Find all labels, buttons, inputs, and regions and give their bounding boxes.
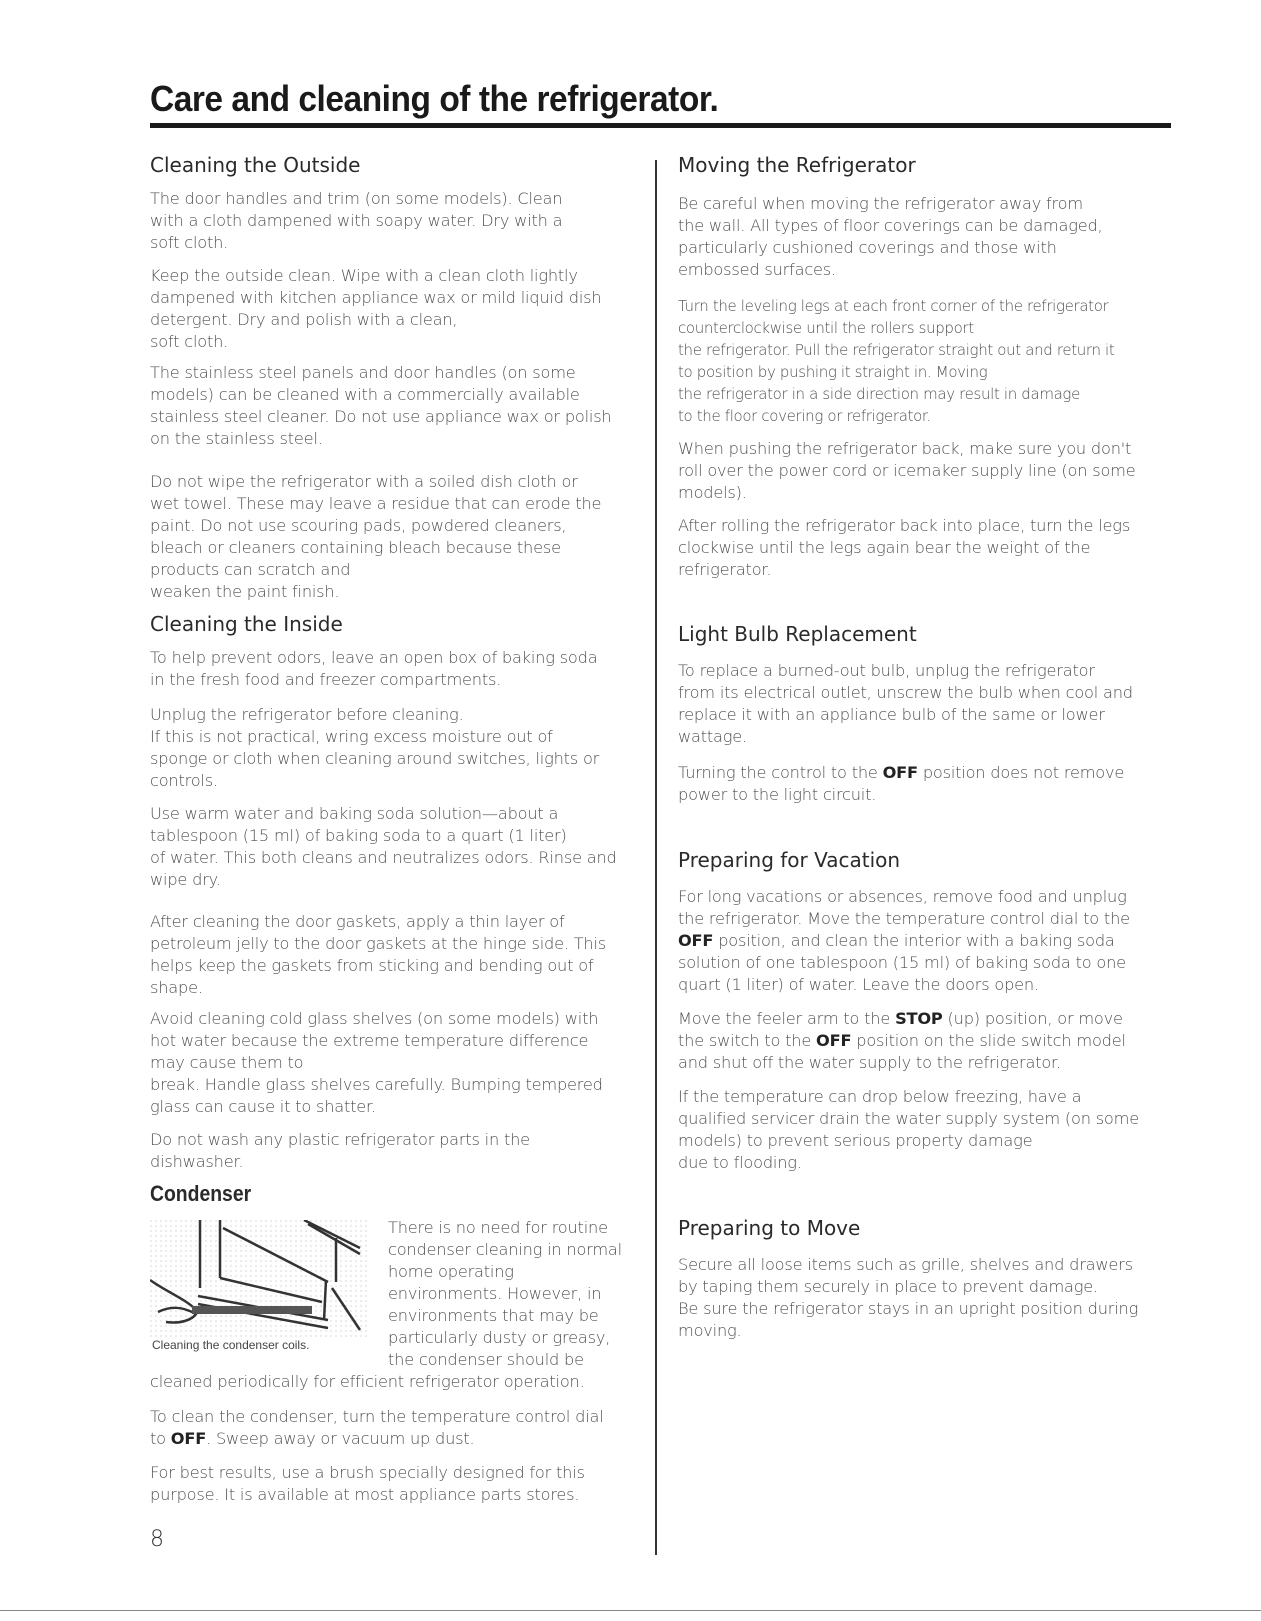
text-line: For best results, use a brush specially designed for this <box>150 1463 585 1482</box>
text-line: To clean the condenser, turn the temperature control dial <box>150 1407 604 1426</box>
text-line: Turn the leveling legs at each front corner of the refrigerator <box>678 297 1109 315</box>
column-divider <box>655 160 657 1555</box>
text-line: break. Handle glass shelves carefully. Bumping tempered <box>150 1075 603 1094</box>
text-line: purpose. It is available at most appliance parts stores. <box>150 1485 580 1504</box>
paragraph <box>150 1008 603 1118</box>
text-line: soft cloth. <box>150 233 229 252</box>
text-line: Do not wipe the refrigerator with a soiled dish cloth or <box>150 472 578 491</box>
text-line: particularly dusty or greasy, <box>388 1328 611 1347</box>
text-line: and shut off the water supply to the refrigerator. <box>678 1053 1061 1072</box>
text-line: from its electrical outlet, unscrew the bulb when cool and <box>678 683 1133 702</box>
paragraph <box>678 1008 1126 1074</box>
paragraph <box>388 1217 622 1371</box>
text-line: detergent. Dry and polish with a clean, <box>150 310 458 329</box>
text-line: solution of one tablespoon (15 ml) of baking soda to one <box>678 953 1126 972</box>
text-line: wattage. <box>678 727 747 746</box>
text-line: dampened with kitchen appliance wax or mild liquid dish <box>150 288 602 307</box>
text-line: To help prevent odors, leave an open box of baking soda <box>150 648 598 667</box>
page-title: Care and cleaning of the refrigerator. <box>150 78 719 119</box>
paragraph <box>678 1086 1139 1174</box>
paragraph <box>150 803 617 891</box>
text-line: particularly cushioned coverings and those with <box>678 238 1057 257</box>
text-line: the refrigerator in a side direction may result in damage <box>678 385 1080 403</box>
text-line: environments that may be <box>388 1306 599 1325</box>
text-line <box>678 762 1124 784</box>
emphasis: OFF <box>882 763 918 782</box>
section-heading-vacation: Preparing for Vacation <box>678 848 901 872</box>
text-fragment: position on the slide switch model <box>851 1031 1126 1050</box>
text-line: paint. Do not use scouring pads, powdered cleaners, <box>150 516 567 535</box>
text-line: moving. <box>678 1321 742 1340</box>
condenser-illustration <box>150 1220 370 1350</box>
text-line: cleaned periodically for efficient refrigerator operation. <box>150 1372 585 1391</box>
text-line: To replace a burned-out bulb, unplug the refrigerator <box>678 661 1095 680</box>
text-line: due to flooding. <box>678 1153 802 1172</box>
text-line: glass can cause it to shatter. <box>150 1097 376 1116</box>
paragraph <box>150 647 597 691</box>
text-line: petroleum jelly to the door gaskets at the hinge side. This <box>150 934 607 953</box>
text-line: tablespoon (15 ml) of baking soda to a quart (1 liter) <box>150 826 567 845</box>
paragraph <box>678 1254 1138 1342</box>
paragraph <box>678 886 1130 996</box>
section-heading-preparing-to-move: Preparing to Move <box>678 1216 861 1240</box>
text-line: with a cloth dampened with soapy water. Dry with a <box>150 211 563 230</box>
text-line: Unplug the refrigerator before cleaning. <box>150 705 464 724</box>
text-line: roll over the power cord or icemaker supply line (on some <box>678 461 1136 480</box>
paragraph <box>150 704 599 792</box>
text-line: clockwise until the legs again bear the weight of the <box>678 538 1091 557</box>
paragraph <box>150 471 601 603</box>
text-line: the refrigerator. Move the temperature control dial to the <box>678 909 1130 928</box>
paragraph <box>150 265 601 353</box>
text-line: controls. <box>150 771 218 790</box>
text-line: After cleaning the door gaskets, apply a thin layer of <box>150 912 565 931</box>
paragraph <box>150 362 612 450</box>
paragraph <box>678 660 1133 748</box>
text-line: to position by pushing it straight in. Moving <box>678 363 988 381</box>
text-fragment: to <box>150 1429 171 1448</box>
text-line <box>678 1008 1126 1030</box>
text-line: helps keep the gaskets from sticking and bending out of <box>150 956 594 975</box>
text-line: sponge or cloth when cleaning around switches, lights or <box>150 749 600 768</box>
text-line: shape. <box>150 978 203 997</box>
page-number: 8 <box>150 1527 164 1552</box>
text-line: wipe dry. <box>150 870 221 889</box>
section-heading-condenser: Condenser <box>150 1181 252 1206</box>
text-line: Be sure the refrigerator stays in an upright position during <box>678 1299 1139 1318</box>
text-line: stainless steel cleaner. Do not use appliance wax or polish <box>150 407 612 426</box>
text-line: in the fresh food and freezer compartments. <box>150 670 502 689</box>
text-line: may cause them to <box>150 1053 304 1072</box>
text-line <box>150 1428 604 1450</box>
emphasis: STOP <box>895 1009 943 1028</box>
text-line: embossed surfaces. <box>678 260 836 279</box>
text-line: Secure all loose items such as grille, shelves and drawers <box>678 1255 1133 1274</box>
text-line: bleach or cleaners containing bleach because these <box>150 538 561 557</box>
text-line: the refrigerator. Pull the refrigerator straight out and return it <box>678 341 1115 359</box>
text-line: If this is not practical, wring excess moisture out of <box>150 727 553 746</box>
text-line: quart (1 liter) of water. Leave the doors open. <box>678 975 1039 994</box>
text-line: When pushing the refrigerator back, make sure you don't <box>678 439 1132 458</box>
text-line <box>678 1030 1126 1052</box>
text-line: the wall. All types of floor coverings can be damaged, <box>678 216 1103 235</box>
paragraph <box>678 295 1114 427</box>
text-line: If the temperature can drop below freezing, have a <box>678 1087 1082 1106</box>
text-line: to the floor covering or refrigerator. <box>678 407 931 425</box>
text-line: Keep the outside clean. Wipe with a clean cloth lightly <box>150 266 578 285</box>
text-fragment: the switch to the <box>678 1031 817 1050</box>
title-rule <box>150 123 1171 128</box>
text-line: of water. This both cleans and neutralizes odors. Rinse and <box>150 848 617 867</box>
text-line: on the stainless steel. <box>150 429 323 448</box>
text-line: Avoid cleaning cold glass shelves (on some models) with <box>150 1009 599 1028</box>
text-line: For long vacations or absences, remove food and unplug <box>678 887 1127 906</box>
text-line: counterclockwise until the rollers support <box>678 319 974 337</box>
paragraph <box>150 1129 530 1173</box>
text-fragment: Turning the control to the <box>678 763 883 782</box>
text-line: the condenser should be <box>388 1350 584 1369</box>
text-fragment: position, and clean the interior with a baking soda <box>713 931 1115 950</box>
text-line: power to the light circuit. <box>678 785 877 804</box>
text-line: Do not wash any plastic refrigerator parts in the <box>150 1130 530 1149</box>
page-bottom-edge <box>0 1610 1261 1611</box>
text-line: soft cloth. <box>150 332 229 351</box>
text-line: Use warm water and baking soda solution—about a <box>150 804 559 823</box>
paragraph <box>150 1462 585 1506</box>
emphasis: OFF <box>816 1031 852 1050</box>
text-fragment: position does not remove <box>917 763 1125 782</box>
text-line: wet towel. These may leave a residue that can erode the <box>150 494 602 513</box>
condenser-coils-drawing <box>150 1220 370 1350</box>
text-line: models). <box>678 483 747 502</box>
section-heading-cleaning-outside: Cleaning the Outside <box>150 153 361 177</box>
text-line: models) to prevent serious property damage <box>678 1131 1033 1150</box>
emphasis: OFF <box>170 1429 207 1448</box>
text-line <box>678 930 1130 952</box>
emphasis: OFF <box>678 931 714 950</box>
paragraph <box>678 762 1124 806</box>
text-line: replace it with an appliance bulb of the same or lower <box>678 705 1105 724</box>
paragraph <box>150 1406 604 1450</box>
text-fragment: (up) position, or move <box>942 1009 1123 1028</box>
text-line: There is no need for routine <box>388 1218 608 1237</box>
paragraph <box>150 188 562 254</box>
text-fragment: . Sweep away or vacuum up dust. <box>206 1429 475 1448</box>
text-line: weaken the paint finish. <box>150 582 340 601</box>
paragraph <box>678 515 1130 581</box>
paragraph <box>678 193 1103 281</box>
text-line: products can scratch and <box>150 560 351 579</box>
paragraph <box>678 438 1136 504</box>
text-line: After rolling the refrigerator back into place, turn the legs <box>678 516 1131 535</box>
figure-caption: Cleaning the condenser coils. <box>152 1338 310 1352</box>
text-line: by taping them securely in place to prevent damage. <box>678 1277 1098 1296</box>
text-line: dishwasher. <box>150 1152 244 1171</box>
section-heading-moving: Moving the Refrigerator <box>678 153 916 177</box>
text-line: hot water because the extreme temperature difference <box>150 1031 589 1050</box>
text-line: models) can be cleaned with a commercially available <box>150 385 580 404</box>
paragraph <box>150 1371 585 1393</box>
text-line: refrigerator. <box>678 560 772 579</box>
text-line: condenser cleaning in normal <box>388 1240 622 1259</box>
paragraph <box>150 911 606 999</box>
text-line: The stainless steel panels and door handles (on some <box>150 363 576 382</box>
section-heading-light-bulb: Light Bulb Replacement <box>678 622 917 646</box>
text-line: home operating <box>388 1262 514 1281</box>
text-line: environments. However, in <box>388 1284 602 1303</box>
text-line: Be careful when moving the refrigerator away from <box>678 194 1083 213</box>
text-fragment: Move the feeler arm to the <box>678 1009 896 1028</box>
section-heading-cleaning-inside: Cleaning the Inside <box>150 612 343 636</box>
text-line: The door handles and trim (on some models). Clean <box>150 189 563 208</box>
text-line: qualified servicer drain the water supply system (on some <box>678 1109 1139 1128</box>
